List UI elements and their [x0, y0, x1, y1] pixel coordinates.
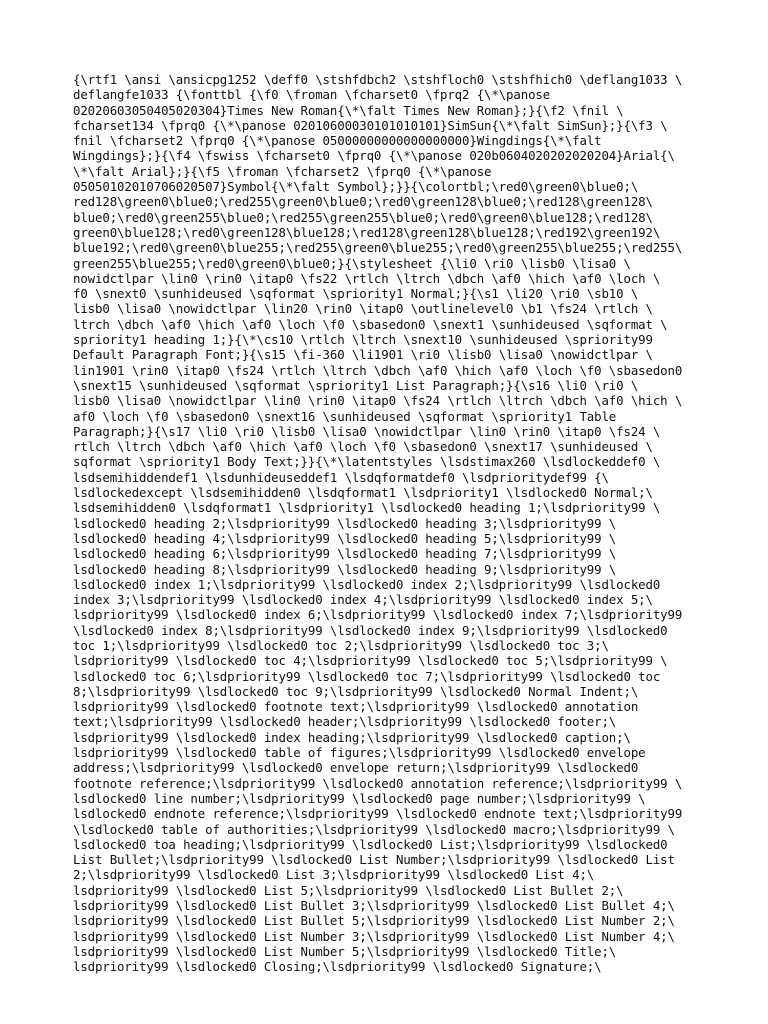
text-line: toc 1;\lsdpriority99 \lsdlocked0 toc 2;\lsdpriority99 \lsdlocked0 toc 3;\: [73, 637, 609, 653]
text-line: lsdsemihidden0 \lsdqformat1 \lsdpriority1 \lsdlocked0 heading 1;\lsdpriority99 \: [73, 500, 661, 516]
text-line: lsdpriority99 \lsdlocked0 toc 4;\lsdpriority99 \lsdlocked0 toc 5;\lsdpriority99 \: [73, 653, 668, 669]
text-line: blue192;\red0\green0\blue255;\red255\green0\blue255;\red0\green255\blue255;\red255\: [73, 240, 683, 256]
text-line: lin1901 \rin0 \itap0 \fs24 \rtlch \ltrch \dbch \af0 \hich \af0 \loch \f0 \sbasedon0: [73, 362, 683, 378]
text-line: fnil \fcharset2 \fprq0 {\*\panose 05000000000000000000}Wingdings{\*\falt: [73, 133, 602, 149]
text-line: f0 \snext0 \sunhideused \sqformat \spriority1 Normal;}{\s1 \li20 \ri0 \sb10 \: [73, 286, 639, 302]
text-line: blue0;\red0\green255\blue0;\red255\green255\blue0;\red0\green0\blue128;\red128\: [73, 209, 653, 225]
text-line: lsdlocked0 heading 6;\lsdpriority99 \lsdlocked0 heading 7;\lsdpriority99 \: [73, 546, 617, 562]
text-line: lsdlocked0 toa heading;\lsdpriority99 \lsdlocked0 List;\lsdpriority99 \lsdlocked0: [73, 836, 668, 852]
text-line: \snext15 \sunhideused \sqformat \spriority1 List Paragraph;}{\s16 \li0 \ri0 \: [73, 377, 639, 393]
text-line: \lsdlocked0 index 8;\lsdpriority99 \lsdlocked0 index 9;\lsdpriority99 \lsdlocked0: [73, 622, 668, 638]
text-line: nowidctlpar \lin0 \rin0 \itap0 \fs22 \rtlch \ltrch \dbch \af0 \hich \af0 \loch \: [73, 270, 661, 286]
text-line: lsdlocked0 heading 8;\lsdpriority99 \lsdlocked0 heading 9;\lsdpriority99 \: [73, 561, 617, 577]
text-line: lsdpriority99 \lsdlocked0 index 6;\lsdpriority99 \lsdlocked0 index 7;\lsdpriority99: [73, 607, 683, 623]
text-line: af0 \loch \f0 \sbasedon0 \snext16 \sunhideused \sqformat \spriority1 Table: [73, 408, 617, 424]
text-line: deflangfe1033 {\fonttbl {\f0 \froman \fcharset0 \fprq2 {\*\panose: [73, 87, 551, 103]
text-line: ltrch \dbch \af0 \hich \af0 \loch \f0 \sbasedon0 \snext1 \sunhideused \sqformat \: [73, 316, 668, 332]
text-line: lisb0 \lisa0 \nowidctlpar \lin20 \rin0 \itap0 \outlinelevel0 \b1 \fs24 \rtlch \: [73, 301, 653, 317]
text-line: lsdsemihiddendef1 \lsdunhideuseddef1 \lsdqformatdef0 \lsdprioritydef99 {\: [73, 469, 609, 485]
text-line: 8;\lsdpriority99 \lsdlocked0 toc 9;\lsdpriority99 \lsdlocked0 Normal Indent;\: [73, 683, 639, 699]
text-line: lsdpriority99 \lsdlocked0 List Number 3;\lsdpriority99 \lsdlocked0 List Number 4;\: [73, 928, 675, 944]
text-line: [73, 990, 733, 1005]
text-line: lsdpriority99 \lsdlocked0 index heading;\lsdpriority99 \lsdlocked0 caption;\: [73, 729, 631, 745]
text-line: lsdpriority99 \lsdlocked0 List Bullet 3;\lsdpriority99 \lsdlocked0 List Bullet 4;\: [73, 898, 675, 914]
text-line: lsdlocked0 endnote reference;\lsdpriority99 \lsdlocked0 endnote text;\lsdpriority99: [73, 806, 683, 822]
text-line: address;\lsdpriority99 \lsdlocked0 envelope return;\lsdpriority99 \lsdlocked0: [73, 760, 639, 776]
text-line: 2;\lsdpriority99 \lsdlocked0 List 3;\lsdpriority99 \lsdlocked0 List 4;\: [73, 867, 595, 883]
text-line: lsdpriority99 \lsdlocked0 table of figures;\lsdpriority99 \lsdlocked0 envelope: [73, 745, 646, 761]
text-line: 02020603050405020304}Times New Roman{\*\falt Times New Roman};}{\f2 \fnil \: [73, 102, 624, 118]
text-line: index 3;\lsdpriority99 \lsdlocked0 index 4;\lsdpriority99 \lsdlocked0 index 5;\: [73, 592, 653, 608]
text-line: lsdlocked0 heading 4;\lsdpriority99 \lsdlocked0 heading 5;\lsdpriority99 \: [73, 530, 617, 546]
text-line: lsdlocked0 line number;\lsdpriority99 \lsdlocked0 page number;\lsdpriority99 \: [73, 790, 646, 806]
text-line: {\rtf1 \ansi \ansicpg1252 \deff0 \stshfdbch2 \stshfloch0 \stshfhich0 \deflang1033 \: [73, 72, 683, 87]
text-line: rtlch \ltrch \dbch \af0 \hich \af0 \loch \f0 \sbasedon0 \snext17 \sunhideused \: [73, 439, 653, 455]
text-line: lsdlocked0 index 1;\lsdpriority99 \lsdlocked0 index 2;\lsdpriority99 \lsdlocked0: [73, 576, 661, 592]
text-line: Paragraph;}{\s17 \li0 \ri0 \lisb0 \lisa0 \nowidctlpar \lin0 \rin0 \itap0 \fs24 \: [73, 423, 661, 439]
text-line: lsdpriority99 \lsdlocked0 List 5;\lsdpriority99 \lsdlocked0 List Bullet 2;\: [73, 882, 624, 898]
text-line: lsdpriority99 \lsdlocked0 List Number 5;\lsdpriority99 \lsdlocked0 Title;\: [73, 943, 617, 959]
text-line: text;\lsdpriority99 \lsdlocked0 header;\lsdpriority99 \lsdlocked0 footer;\: [73, 714, 617, 730]
text-line: \*\falt Arial};}{\f5 \froman \fcharset2 \fprq0 {\*\panose: [73, 163, 492, 179]
text-line: \lsdlocked0 table of authorities;\lsdpriority99 \lsdlocked0 macro;\lsdpriority99 \: [73, 821, 675, 837]
text-line: red128\green0\blue0;\red255\green0\blue0;\red0\green128\blue0;\red128\green128\: [73, 194, 653, 210]
text-line: 05050102010706020507}Symbol{\*\falt Symbol};}}{\colortbl;\red0\green0\blue0;\: [73, 179, 639, 195]
text-line: lsdlockedexcept \lsdsemihidden0 \lsdqformat1 \lsdpriority1 \lsdlocked0 Normal;\: [73, 485, 653, 501]
text-line: fcharset134 \fprq0 {\*\panose 02010600030101010101}SimSun{\*\falt SimSun};}{\f3 \: [73, 117, 668, 133]
text-line: Default Paragraph Font;}{\s15 \fi-360 \li1901 \ri0 \lisb0 \lisa0 \nowidctlpar \: [73, 347, 653, 363]
text-line: [73, 975, 733, 990]
text-line: green0\blue128;\red0\green128\blue128;\red128\green128\blue128;\red192\green192\: [73, 224, 661, 240]
text-line: lsdlocked0 heading 2;\lsdpriority99 \lsdlocked0 heading 3;\lsdpriority99 \: [73, 515, 617, 531]
text-line: footnote reference;\lsdpriority99 \lsdlocked0 annotation reference;\lsdpriority99 \: [73, 775, 683, 791]
text-line: green255\blue255;\red0\green0\blue0;}{\stylesheet {\li0 \ri0 \lisb0 \lisa0 \: [73, 255, 631, 271]
text-line: List Bullet;\lsdpriority99 \lsdlocked0 List Number;\lsdpriority99 \lsdlocked0 List: [73, 852, 675, 868]
text-line: Wingdings};}{\f4 \fswiss \fcharset0 \fprq0 {\*\panose 020b0604020202020204}Arial{\: [73, 148, 675, 164]
rtf-source-text: [73, 72, 733, 1005]
text-line: spriority1 heading 1;}{\*\cs10 \rtlch \ltrch \snext10 \sunhideused \spriority99: [73, 332, 653, 348]
text-line: lsdlocked0 toc 6;\lsdpriority99 \lsdlocked0 toc 7;\lsdpriority99 \lsdlocked0 toc: [73, 668, 661, 684]
text-line: sqformat \spriority1 Body Text;}}{\*\latentstyles \lsdstimax260 \lsdlockeddef0 \: [73, 454, 661, 470]
text-line: lisb0 \lisa0 \nowidctlpar \lin0 \rin0 \itap0 \fs24 \rtlch \ltrch \dbch \af0 \hich \: [73, 393, 683, 409]
text-line: lsdpriority99 \lsdlocked0 footnote text;\lsdpriority99 \lsdlocked0 annotation: [73, 699, 639, 715]
text-line: lsdpriority99 \lsdlocked0 Closing;\lsdpriority99 \lsdlocked0 Signature;\: [73, 959, 602, 975]
text-line: lsdpriority99 \lsdlocked0 List Bullet 5;\lsdpriority99 \lsdlocked0 List Number 2;\: [73, 913, 675, 929]
